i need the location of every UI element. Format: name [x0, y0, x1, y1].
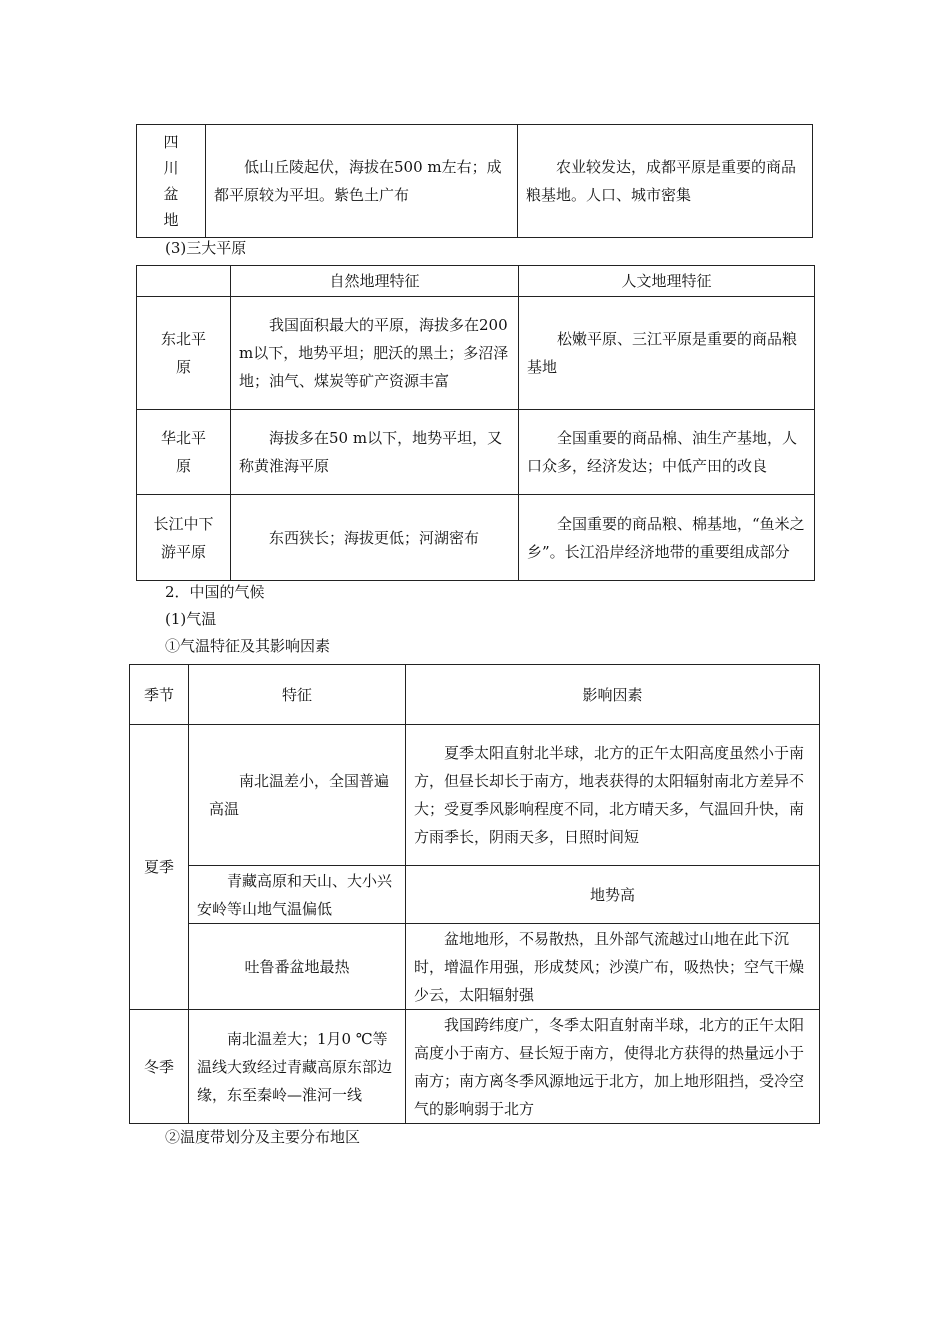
table-row [130, 924, 820, 1010]
factor-cell: 我国跨纬度广，冬季太阳直射南半球，北方的正午太阳高度小于南方、昼长短于南方，使得北方获得的热量远小于南方；南方离冬季风源地远于北方，加上地形阻挡，受冷空气的影响弱于北方 [406, 1010, 820, 1124]
plains-heading: (3)三大平原 [165, 239, 247, 257]
table-row [137, 495, 815, 581]
factor-cell: 盆地地形，不易散热，且外部气流越过山地在此下沉时，增温作用强，形成焚风；沙漠广布，吸热快；空气干燥少云，太阳辐射强 [406, 924, 820, 1010]
table-row [137, 125, 813, 238]
feature-cell: 吐鲁番盆地最热 [189, 924, 406, 1010]
factor-cell: 夏季太阳直射北半球，北方的正午太阳高度虽然小于南方，但昼长却长于南方，地表获得的太阳辐射南北方差异不大；受夏季风影响程度不同，北方晴天多，气温回升快，南方雨季长，阴雨天多，日照时间短 [406, 725, 820, 866]
plain-name: 东北平原 [137, 297, 231, 410]
plain-human: 全国重要的商品棉、油生产基地，人口众多，经济发达；中低产田的改良 [519, 410, 815, 495]
plain-human: 全国重要的商品粮、棉基地，“鱼米之乡”。长江沿岸经济地带的重要组成部分 [519, 495, 815, 581]
temperature-table [129, 664, 820, 1124]
plain-name: 华北平原 [137, 410, 231, 495]
header-season: 季节 [130, 665, 189, 725]
plains-table [136, 265, 815, 581]
header-blank [137, 266, 231, 297]
plain-human: 松嫩平原、三江平原是重要的商品粮基地 [519, 297, 815, 410]
plain-natural: 东西狭长；海拔更低；河湖密布 [231, 495, 519, 581]
feature-cell: 南北温差大；1月0 ℃等温线大致经过青藏高原东部边缘，东至秦岭—淮河一线 [189, 1010, 406, 1124]
header-feature: 特征 [189, 665, 406, 725]
table-row [130, 1010, 820, 1124]
header-natural: 自然地理特征 [231, 266, 519, 297]
temperature-subheading: ①气温特征及其影响因素 [165, 637, 331, 655]
feature-cell: 南北温差小，全国普遍高温 [189, 725, 406, 866]
basin-natural: 低山丘陵起伏，海拔在500 m左右；成都平原较为平坦。紫色土广布 [206, 125, 518, 238]
plain-name: 长江中下游平原 [137, 495, 231, 581]
basin-human: 农业较发达，成都平原是重要的商品粮基地。人口、城市密集 [518, 125, 813, 238]
header-human: 人文地理特征 [519, 266, 815, 297]
climate-heading: 2．中国的气候 [165, 583, 265, 601]
table-row [137, 297, 815, 410]
season-summer: 夏季 [130, 725, 189, 1010]
factor-cell: 地势高 [406, 866, 820, 924]
table-row [130, 725, 820, 866]
table-header-row [137, 266, 815, 297]
basin-name: 四 川 盆 地 [137, 125, 206, 238]
feature-cell: 青藏高原和天山、大小兴安岭等山地气温偏低 [189, 866, 406, 924]
season-winter: 冬季 [130, 1010, 189, 1124]
plain-natural: 海拔多在50 m以下，地势平坦，又称黄淮海平原 [231, 410, 519, 495]
table-row [130, 866, 820, 924]
plain-natural: 我国面积最大的平原，海拔多在200 m以下，地势平坦；肥沃的黑土；多沼泽地；油气、煤炭等矿产资源丰富 [231, 297, 519, 410]
basin-table [136, 124, 813, 238]
table-row [137, 410, 815, 495]
temperature-zone-heading: ②温度带划分及主要分布地区 [165, 1128, 361, 1146]
table-header-row [130, 665, 820, 725]
header-factor: 影响因素 [406, 665, 820, 725]
temperature-heading: (1)气温 [165, 610, 217, 628]
